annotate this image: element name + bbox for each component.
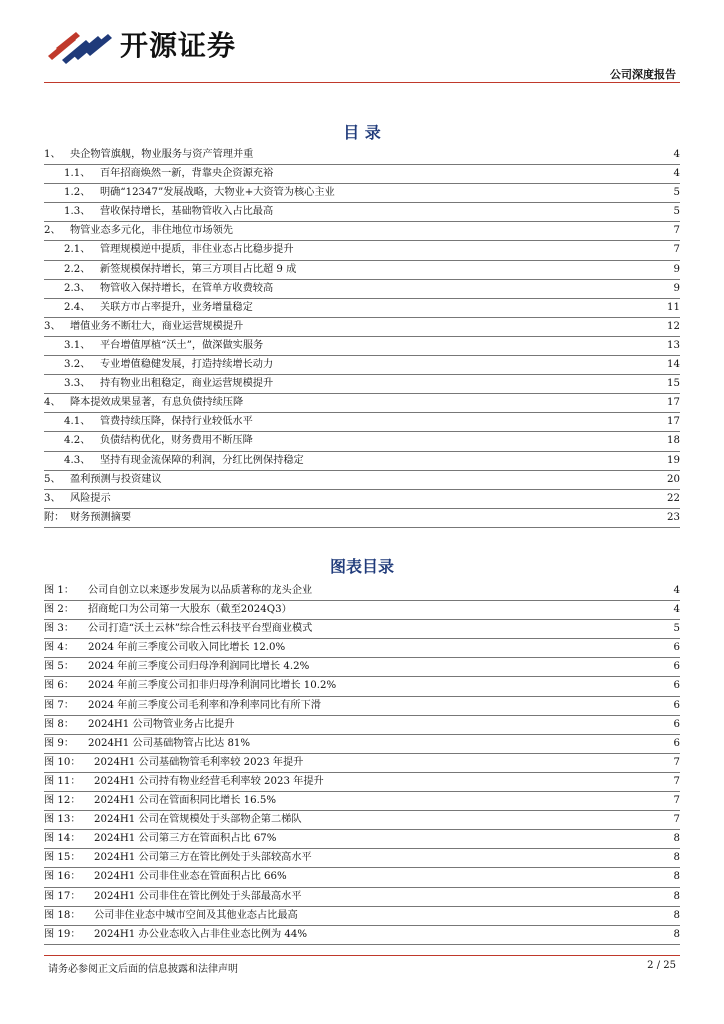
toc-entry-number: 2.2、	[64, 263, 91, 275]
figure-entry-number: 图 11：	[44, 775, 81, 787]
toc-entry-number: 3.3、	[64, 378, 91, 390]
figure-entry-page: 8	[673, 852, 680, 864]
figures-title: 图表目录	[329, 557, 394, 576]
toc-entry[interactable]	[44, 337, 680, 356]
toc-entry[interactable]	[44, 261, 680, 280]
figure-entry-label: 2024H1 公司非住在管比例处于头部最高水平	[94, 890, 302, 902]
figure-entry-page: 6	[673, 642, 680, 654]
toc-entry-number: 3.1、	[64, 339, 91, 351]
toc-entry-page: 22	[667, 492, 680, 504]
toc-entry[interactable]	[44, 356, 680, 375]
figure-entry[interactable]	[44, 582, 680, 601]
figure-entry[interactable]	[44, 677, 680, 696]
kaiyuan-logo-icon	[42, 26, 114, 66]
toc-entry[interactable]	[44, 452, 680, 471]
figure-entry-label: 2024H1 公司非住业态在管面积占比 66%	[94, 871, 287, 883]
report-type: 公司深度报告	[610, 68, 676, 81]
figure-entry-number: 图 10：	[44, 756, 81, 768]
toc-entry-number: 2、	[44, 225, 61, 237]
toc-entry-number: 3.2、	[64, 359, 91, 371]
toc-entry-label: 专业增值稳健发展，打造持续增长动力	[100, 359, 274, 371]
toc-entry-number: 4.2、	[64, 435, 91, 447]
toc-entry-label: 持有物业出租稳定，商业运营规模提升	[100, 378, 274, 390]
toc-entry-page: 7	[673, 244, 680, 256]
figure-entry[interactable]	[44, 620, 680, 639]
figure-entry-number: 图 15：	[44, 852, 81, 864]
figure-entry-label: 公司打造“沃土云林”综合性云科技平台型商业模式	[88, 623, 313, 635]
toc-entry-label: 央企物管旗舰，物业服务与资产管理并重	[70, 149, 254, 160]
toc-entry-page: 12	[667, 320, 680, 332]
toc-entry-number: 2.1、	[64, 244, 91, 256]
figure-entry[interactable]	[44, 601, 680, 620]
toc-entry[interactable]	[44, 318, 680, 337]
figure-entry-label: 公司非住业态中城市空间及其他业态占比最高	[94, 909, 298, 921]
toc-entry-page: 7	[673, 225, 680, 237]
toc-entry-label: 管理规模逆中提质，非住业态占比稳步提升	[100, 244, 294, 256]
toc-entry-label: 百年招商焕然一新，背靠央企资源充裕	[100, 168, 274, 180]
figure-entry[interactable]	[44, 926, 680, 945]
figure-entry-page: 7	[673, 756, 680, 768]
figure-entry[interactable]	[44, 907, 680, 926]
toc-entry-page: 17	[667, 397, 680, 409]
toc-entry-number: 4.1、	[64, 416, 91, 428]
header-divider	[44, 82, 680, 83]
toc-entry-page: 11	[667, 301, 680, 313]
figure-entry-label: 2024H1 公司持有物业经营毛利率较 2023 年提升	[94, 775, 324, 787]
figure-entry-number: 图 3：	[44, 623, 75, 635]
figure-entry-number: 图 19：	[44, 928, 81, 940]
toc-entry-number: 1.3、	[64, 206, 91, 218]
figure-entry-number: 图 4：	[44, 642, 75, 654]
figure-entry-page: 8	[673, 909, 680, 921]
toc-entry-page: 4	[673, 149, 680, 160]
toc-entry[interactable]	[44, 280, 680, 299]
figure-entry[interactable]	[44, 754, 680, 773]
figure-entry-number: 图 2：	[44, 604, 75, 616]
toc-entry-number: 4、	[44, 397, 61, 409]
figure-entry-page: 6	[673, 680, 680, 692]
toc-entry-label: 降本提效成果显著，有息负债持续压降	[70, 397, 244, 409]
toc-entry-label: 物管收入保持增长，在管单方收费较高	[100, 282, 274, 294]
company-name: 开源证券	[120, 29, 237, 62]
figure-entry-label: 2024 年前三季度公司扣非归母净利润同比增长 10.2%	[88, 680, 337, 692]
figure-entry-number: 图 1：	[44, 585, 75, 596]
figure-entry-page: 6	[673, 737, 680, 749]
toc-entry-label: 盈利预测与投资建议	[70, 473, 162, 485]
figure-entry-label: 2024H1 公司在管规模处于头部物企第二梯队	[94, 814, 302, 826]
toc-entry[interactable]	[44, 241, 680, 260]
toc-entry-number: 1.2、	[64, 187, 91, 199]
toc-entry-label: 新签规模保持增长，第三方项目占比超 9 成	[100, 263, 297, 275]
figure-entry[interactable]	[44, 811, 680, 830]
figure-entry-page: 7	[673, 814, 680, 826]
toc-entry-label: 坚持有现金流保障的利润，分红比例保持稳定	[100, 454, 304, 466]
figure-entry-page: 8	[673, 928, 680, 940]
figure-entry-page: 7	[673, 775, 680, 787]
figure-entry-label: 2024 年前三季度公司归母净利润同比增长 4.2%	[88, 661, 310, 673]
figure-entry[interactable]	[44, 735, 680, 754]
figure-entry-page: 6	[673, 661, 680, 673]
footer-divider	[44, 955, 680, 956]
figure-entry-number: 图 7：	[44, 699, 75, 711]
toc-entry-number: 2.3、	[64, 282, 91, 294]
figure-entry-number: 图 9：	[44, 737, 75, 749]
figure-entry[interactable]	[44, 849, 680, 868]
toc-entry-number: 3、	[44, 320, 61, 332]
toc-entry-page: 5	[673, 187, 680, 199]
figure-entry-label: 2024H1 公司物管业务占比提升	[88, 718, 235, 730]
toc-entry-page: 15	[667, 378, 680, 390]
toc-entry-label: 增值业务不断壮大，商业运营规模提升	[70, 320, 244, 332]
toc-entry-page: 14	[667, 359, 680, 371]
figure-entry-number: 图 16：	[44, 871, 81, 883]
toc-entry[interactable]	[44, 299, 680, 318]
figure-entry[interactable]	[44, 658, 680, 677]
figure-entry-number: 图 8：	[44, 718, 75, 730]
toc-entry[interactable]	[44, 203, 680, 222]
figure-entry[interactable]	[44, 697, 680, 716]
figure-entry-page: 5	[673, 623, 680, 635]
list-of-figures	[44, 582, 680, 945]
figure-entry-label: 2024 年前三季度公司毛利率和净利率同比有所下滑	[88, 699, 321, 711]
figure-entry-number: 图 17：	[44, 890, 81, 902]
toc-entry[interactable]	[44, 432, 680, 451]
toc-entry-number: 1、	[44, 149, 61, 160]
figure-entry-page: 6	[673, 699, 680, 711]
figure-entry-label: 2024H1 公司基础物管毛利率较 2023 年提升	[94, 756, 304, 768]
figure-entry[interactable]	[44, 639, 680, 658]
toc-entry-label: 管费持续压降，保持行业较低水平	[100, 416, 253, 428]
figure-entry-number: 图 12：	[44, 795, 81, 807]
figure-entry-label: 2024H1 办公业态收入占非住业态比例为 44%	[94, 928, 308, 940]
figure-entry-page: 8	[673, 833, 680, 845]
toc-title: 目 录	[343, 123, 381, 142]
toc-entry-page: 9	[673, 282, 680, 294]
toc-entry-label: 营收保持增长，基础物管收入占比最高	[100, 206, 274, 218]
figure-entry-label: 2024H1 公司在管面积同比增长 16.5%	[94, 795, 277, 807]
toc-entry-page: 9	[673, 263, 680, 275]
figure-entry-label: 2024H1 公司第三方在管比例处于头部较高水平	[94, 852, 312, 864]
toc-entry-label: 平台增值厚植“沃土”，做深做实服务	[100, 339, 264, 351]
toc-entry-page: 13	[667, 339, 680, 351]
figure-entry[interactable]	[44, 888, 680, 907]
toc-entry-number: 5、	[44, 473, 61, 485]
figure-entry-page: 4	[673, 585, 680, 596]
page-number: 2 / 25	[647, 960, 676, 971]
toc-entry[interactable]	[44, 146, 680, 165]
toc-entry-label: 关联方市占率提升，业务增量稳定	[100, 301, 253, 313]
toc-entry-page: 18	[667, 435, 680, 447]
toc-entry-number: 2.4、	[64, 301, 91, 313]
figure-entry-label: 2024H1 公司第三方在管面积占比 67%	[94, 833, 277, 845]
figure-entry-page: 6	[673, 718, 680, 730]
figure-entry[interactable]	[44, 773, 680, 792]
figure-entry-number: 图 5：	[44, 661, 75, 673]
toc-entry[interactable]	[44, 165, 680, 184]
figure-entry-page: 8	[673, 871, 680, 883]
toc-entry[interactable]	[44, 394, 680, 413]
toc-entry-page: 17	[667, 416, 680, 428]
toc-entry-page: 5	[673, 206, 680, 218]
toc-entry-page: 20	[667, 473, 680, 485]
toc-entry-number: 附：	[44, 511, 65, 523]
figure-entry-number: 图 6：	[44, 680, 75, 692]
toc-entry-label: 明确“12347”发展战略，大物业+大资管为核心主业	[100, 187, 335, 199]
figure-entry-page: 8	[673, 890, 680, 902]
toc-entry-page: 19	[667, 454, 680, 466]
toc-entry-label: 风险提示	[70, 492, 111, 504]
toc-entry[interactable]	[44, 509, 680, 528]
figure-entry-label: 2024H1 公司基础物管占比达 81%	[88, 737, 251, 749]
toc-entry[interactable]	[44, 375, 680, 394]
table-of-contents	[44, 146, 680, 528]
figure-entry-number: 图 18：	[44, 909, 81, 921]
figure-entry-label: 招商蛇口为公司第一大股东（截至2024Q3）	[88, 604, 292, 616]
figure-entry-page: 4	[673, 604, 680, 616]
toc-entry-label: 财务预测摘要	[70, 511, 132, 523]
toc-entry-page: 23	[667, 511, 680, 523]
toc-entry-number: 1.1、	[64, 168, 91, 180]
figure-entry-number: 图 13：	[44, 814, 81, 826]
figure-entry[interactable]	[44, 868, 680, 887]
figure-entry[interactable]	[44, 716, 680, 735]
toc-entry[interactable]	[44, 490, 680, 509]
toc-entry-number: 4.3、	[64, 454, 91, 466]
toc-entry-page: 4	[673, 168, 680, 180]
toc-entry-label: 物管业态多元化，非住地位市场领先	[70, 225, 233, 237]
figure-entry[interactable]	[44, 792, 680, 811]
toc-entry[interactable]	[44, 413, 680, 432]
toc-entry-number: 3、	[44, 492, 61, 504]
figure-entry-page: 7	[673, 795, 680, 807]
figure-entry-label: 2024 年前三季度公司收入同比增长 12.0%	[88, 642, 286, 654]
toc-entry[interactable]	[44, 184, 680, 203]
figure-entry-number: 图 14：	[44, 833, 81, 845]
footer-disclaimer: 请务必参阅正文后面的信息披露和法律声明	[48, 964, 238, 975]
figure-entry[interactable]	[44, 830, 680, 849]
figure-entry-label: 公司自创立以来逐步发展为以品质著称的龙头企业	[88, 585, 313, 596]
toc-entry-label: 负债结构优化，财务费用不断压降	[100, 435, 253, 447]
toc-entry[interactable]	[44, 222, 680, 241]
toc-entry[interactable]	[44, 471, 680, 490]
page-header	[0, 0, 724, 80]
